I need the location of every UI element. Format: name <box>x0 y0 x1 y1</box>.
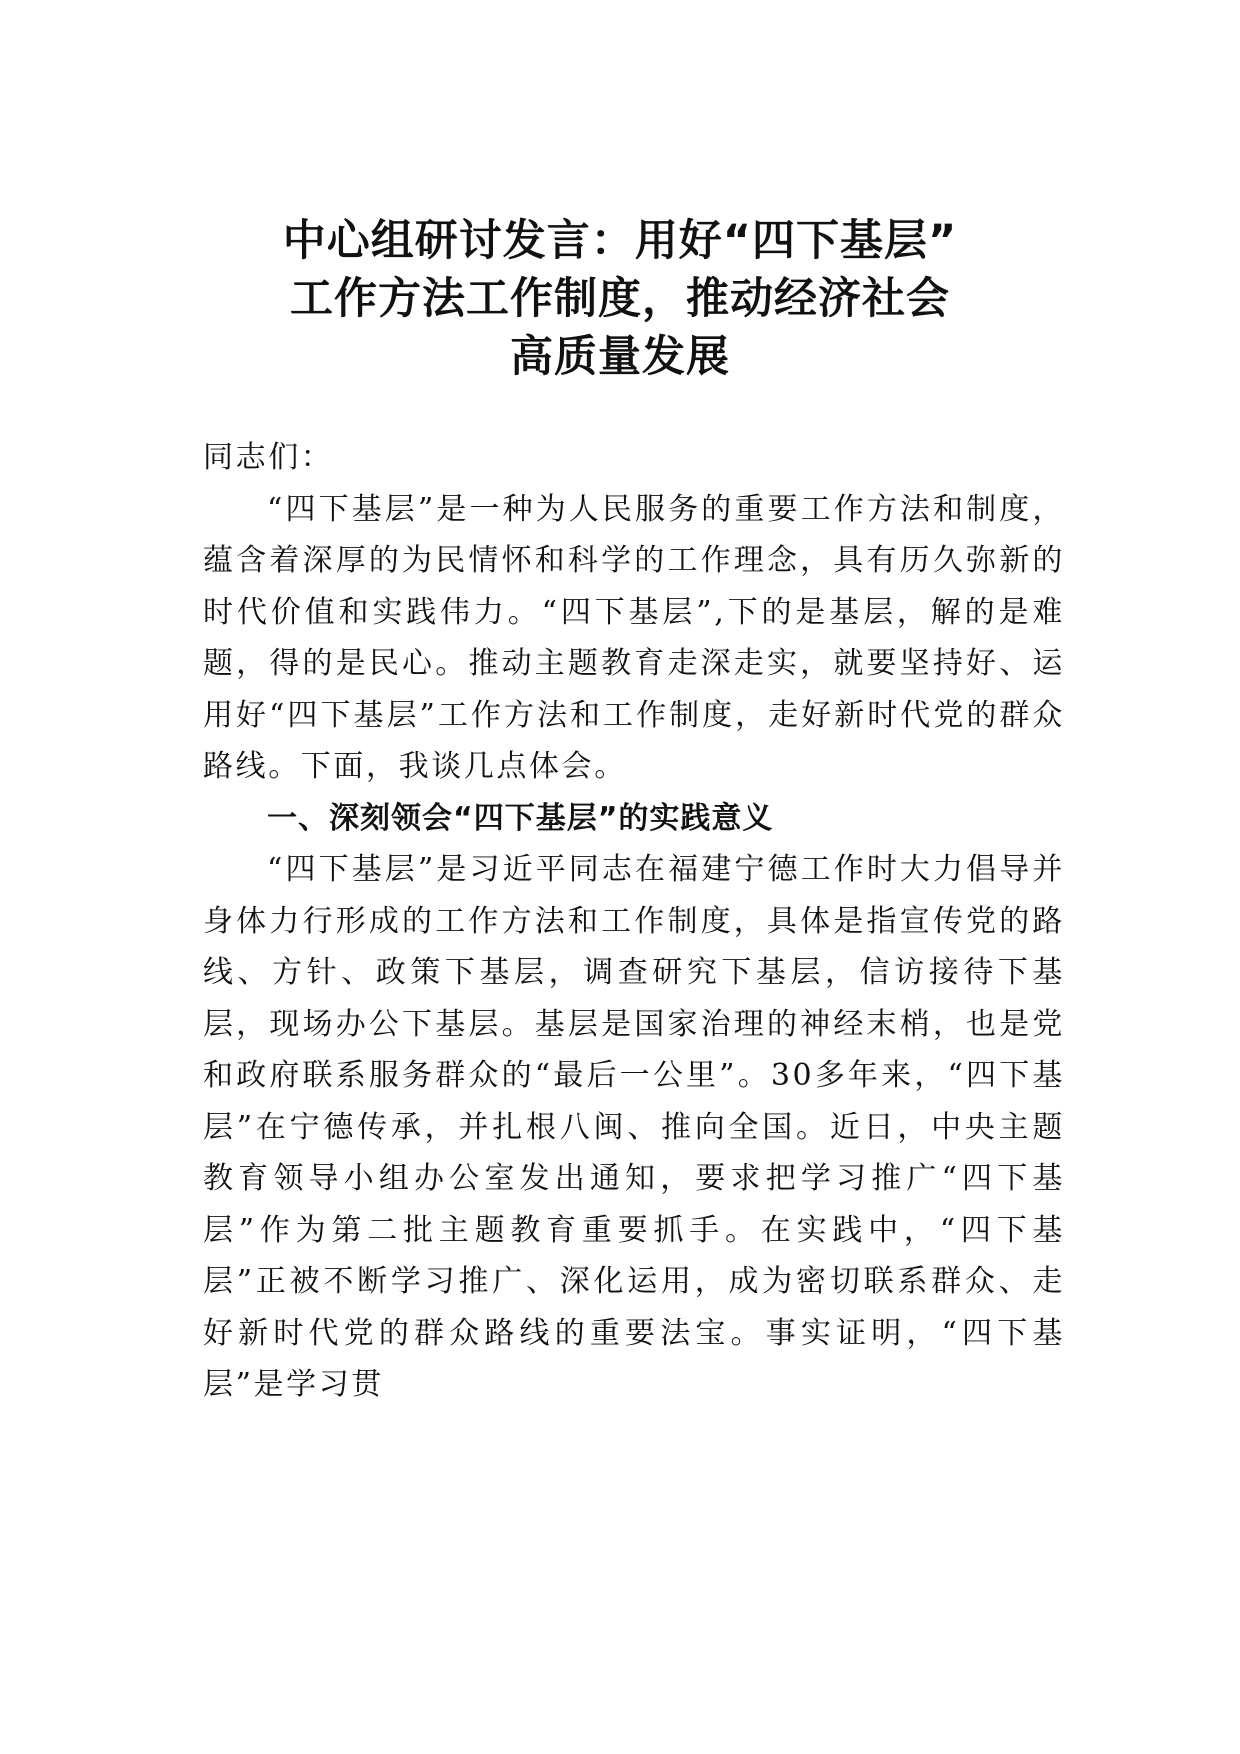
intro-paragraph: “四下基层”是一种为人民服务的重要工作方法和制度，蕴含着深厚的为民情怀和科学的工作理念，具有历久弥新的时代价值和实践伟力。“四下基层”,下的是基层，解的是难题，得的是民心。推动主题教育走深走实，就要坚持好、运用好“四下基层”工作方法和工作制度，走好新时代党的群众路线。下面，我谈几点体会。 <box>203 491 1065 784</box>
document-title <box>200 212 1040 386</box>
title-line-3: 高质量发展 <box>510 332 730 382</box>
salutation: 同志们： <box>203 440 334 475</box>
section-heading: 一、深刻领会“四下基层”的实践意义 <box>267 800 774 836</box>
section-paragraph: “四下基层”是习近平同志在福建宁德工作时大力倡导并身体力行形成的工作方法和工作制度，具体是指宣传党的路线、方针、政策下基层，调查研究下基层，信访接待下基层，现场办公下基层。基层是国家治理的神经末梢，也是党和政府联系服务群众的“最后一公里”。30多年来，“四下基层”在宁德传承，并扎根八闽、推向全国。近日，中央主题教育领导小组办公室发出通知，要求把学习推广“四下基层”作为第二批主题教育重要抓手。在实践中，“四下基层”正被不断学习推广、深化运用，成为密切联系群众、走好新时代党的群众路线的重要法宝。事实证明，“四下基层”是学习贯 <box>203 852 1065 1402</box>
title-line-2: 工作方法工作制度，推动经济社会 <box>290 274 950 324</box>
title-line-1: 中心组研讨发言：用好“四下基层” <box>282 216 958 266</box>
document-body <box>203 432 1065 1411</box>
